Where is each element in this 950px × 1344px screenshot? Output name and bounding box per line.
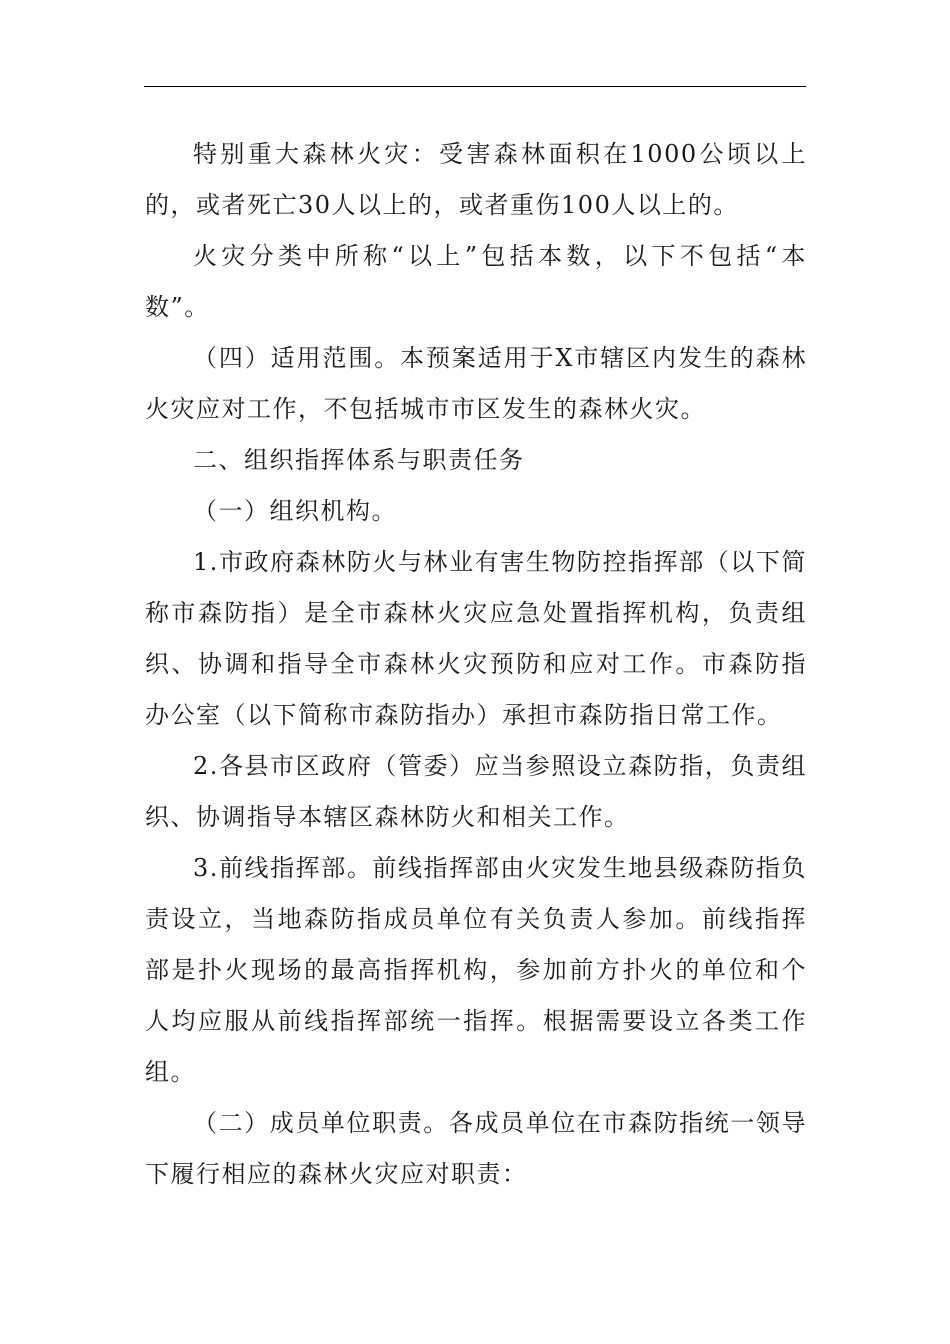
- section-heading-command-system: 二、组织指挥体系与职责任务: [193, 446, 525, 474]
- paragraph-classification-note: 火灾分类中所称“以上”包括本数，以下不包括“本数”。: [145, 242, 807, 321]
- paragraph-scope: （四）适用范围。本预案适用于X市辖区内发生的森林火灾应对工作，不包括城市市区发生的森林火灾。: [145, 344, 807, 423]
- document-body: [145, 129, 807, 1200]
- header-rule: [144, 86, 806, 87]
- subsection-heading-organization: （一）组织机构。: [193, 497, 397, 525]
- paragraph-major-fire-definition: 特别重大森林火灾：受害森林面积在1000公顷以上的，或者死亡30人以上的，或者重伤100人以上的。: [145, 140, 807, 219]
- paragraph-member-duties: （二）成员单位职责。各成员单位在市森防指统一领导下履行相应的森林火灾应对职责：: [145, 1109, 807, 1188]
- paragraph-item-2: 2.各县市区政府（管委）应当参照设立森防指，负责组织、协调指导本辖区森林防火和相关工作。: [145, 752, 807, 831]
- paragraph-item-3: 3.前线指挥部。前线指挥部由火灾发生地县级森防指负责设立，当地森防指成员单位有关负责人参加。前线指挥部是扑火现场的最高指挥机构，参加前方扑火的单位和个人均应服从前线指挥部统一指挥。根据需要设立各类工作组。: [145, 854, 807, 1086]
- paragraph-item-1: 1.市政府森林防火与林业有害生物防控指挥部（以下简称市森防指）是全市森林火灾应急处置指挥机构，负责组织、协调和指导全市森林火灾预防和应对工作。市森防指办公室（以下简称市森防指办）承担市森防指日常工作。: [145, 548, 807, 729]
